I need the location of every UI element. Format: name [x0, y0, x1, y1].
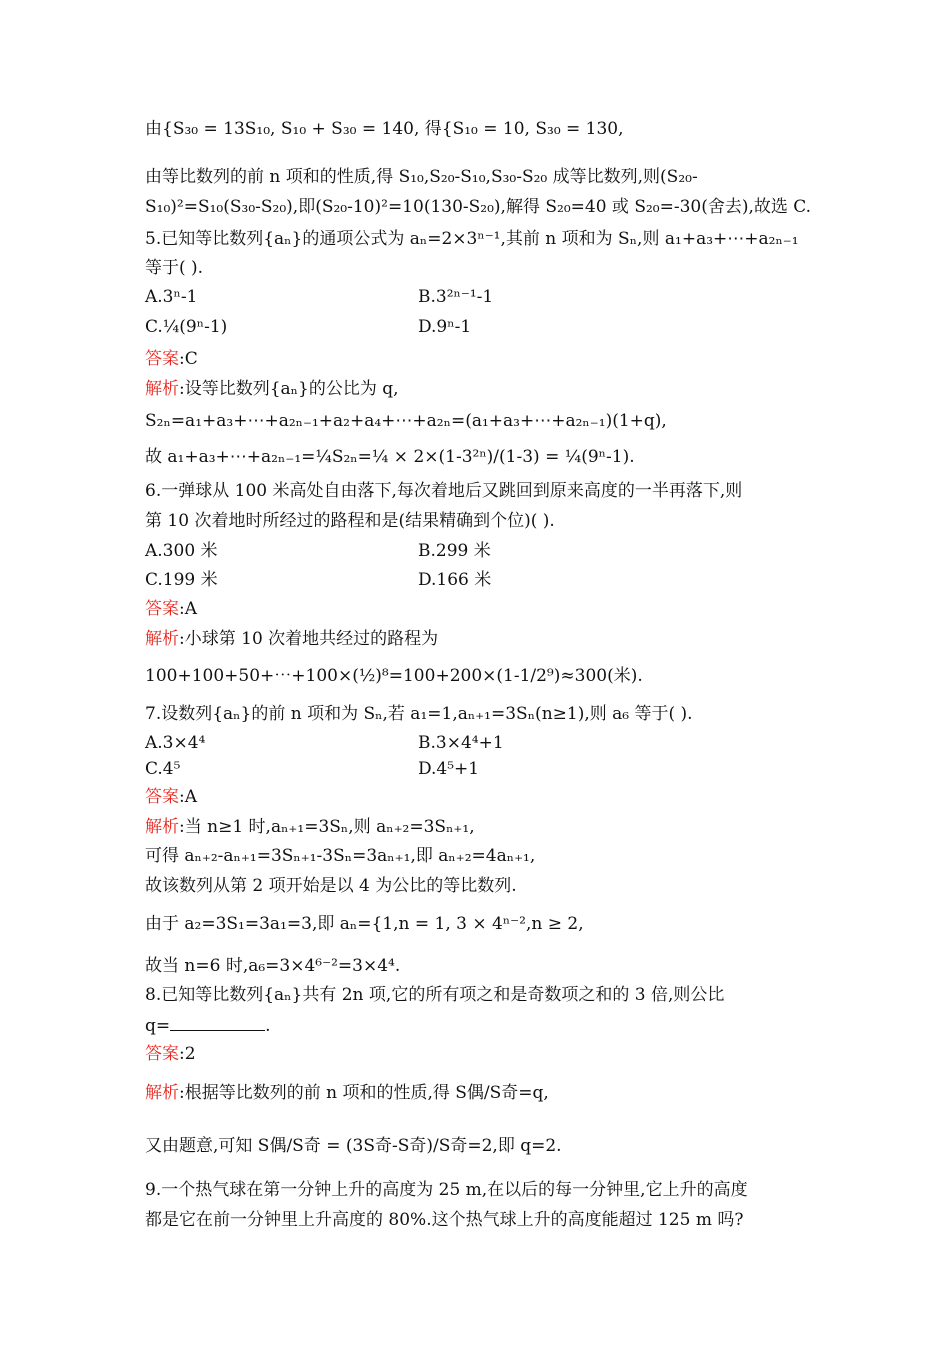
analysis-line: 100+100+50+⋯+100×(½)⁸=100+200×(1-1/2⁹)≈300(米). — [145, 666, 643, 686]
analysis-text: :当 n≥1 时,aₙ₊₁=3Sₙ,则 aₙ₊₂=3Sₙ₊₁, — [179, 817, 475, 837]
answer-line — [145, 786, 197, 808]
analysis-label: 解析 — [145, 1083, 179, 1103]
question-5-text: 5.已知等比数列{aₙ}的通项公式为 aₙ=2×3ⁿ⁻¹,其前 n 项和为 Sₙ,则 a₁+a₃+⋯+a₂ₙ₋₁ — [145, 229, 799, 249]
analysis-line — [145, 816, 475, 838]
option-a: A.3×4⁴ — [145, 733, 206, 753]
option-row — [145, 569, 492, 591]
answer-line — [145, 598, 197, 620]
q-label: q= — [145, 1016, 171, 1036]
answer-line — [145, 1043, 196, 1065]
option-c: C.¼(9ⁿ-1) — [145, 317, 228, 337]
analysis-line: 故 a₁+a₃+⋯+a₂ₙ₋₁=¼S₂ₙ=¼ × 2×(1-3²ⁿ)/(1-3) = ¼(9ⁿ-1). — [145, 447, 635, 467]
analysis-text: :设等比数列{aₙ}的公比为 q, — [179, 379, 399, 399]
question-6-text: 第 10 次着地时所经过的路程和是(结果精确到个位)( ). — [145, 511, 555, 531]
option-b: B.299 米 — [418, 541, 491, 561]
option-b: B.3²ⁿ⁻¹-1 — [418, 287, 494, 307]
analysis-line: 故该数列从第 2 项开始是以 4 为公比的等比数列. — [145, 876, 517, 896]
option-row — [145, 316, 472, 338]
analysis-text: :小球第 10 次着地共经过的路程为 — [179, 629, 439, 649]
question-9-text: 都是它在前一分钟里上升高度的 80%.这个热气球上升的高度能超过 125 m 吗? — [145, 1210, 744, 1230]
answer-label: 答案 — [145, 787, 179, 807]
option-a: A.3ⁿ-1 — [145, 287, 198, 307]
option-row — [145, 286, 494, 308]
solution-line: 由{S₃₀ = 13S₁₀, S₁₀ + S₃₀ = 140, 得{S₁₀ = 10, S₃₀ = 130, — [145, 119, 624, 139]
question-7-text: 7.设数列{aₙ}的前 n 项和为 Sₙ,若 a₁=1,aₙ₊₁=3Sₙ(n≥1),则 a₆ 等于( ). — [145, 704, 693, 724]
end-period: . — [265, 1016, 271, 1036]
option-c: C.199 米 — [145, 570, 218, 590]
answer-value: :A — [179, 599, 198, 619]
option-a: A.300 米 — [145, 541, 218, 561]
analysis-line — [145, 1082, 549, 1104]
analysis-label: 解析 — [145, 379, 179, 399]
answer-line — [145, 348, 198, 370]
analysis-line: 由于 a₂=3S₁=3a₁=3,即 aₙ={1,n = 1, 3 × 4ⁿ⁻²,n ≥ 2, — [145, 914, 584, 934]
option-row — [145, 758, 480, 780]
solution-line: 由等比数列的前 n 项和的性质,得 S₁₀,S₂₀-S₁₀,S₃₀-S₂₀ 成等比数列,则(S₂₀- — [145, 167, 698, 187]
solution-line: S₁₀)²=S₁₀(S₃₀-S₂₀),即(S₂₀-10)²=10(130-S₂₀),解得 S₂₀=40 或 S₂₀=-30(舍去),故选 C. — [145, 197, 812, 217]
analysis-line — [145, 378, 399, 400]
analysis-line: S₂ₙ=a₁+a₃+⋯+a₂ₙ₋₁+a₂+a₄+⋯+a₂ₙ=(a₁+a₃+⋯+a₂ₙ₋₁)(1+q), — [145, 411, 667, 431]
analysis-line: 可得 aₙ₊₂-aₙ₊₁=3Sₙ₊₁-3Sₙ=3aₙ₊₁,即 aₙ₊₂=4aₙ₊₁, — [145, 846, 536, 866]
analysis-label: 解析 — [145, 629, 179, 649]
answer-label: 答案 — [145, 599, 179, 619]
answer-value: :C — [179, 349, 198, 369]
answer-value: :A — [179, 787, 198, 807]
analysis-line — [145, 628, 438, 650]
question-8-text — [145, 1014, 271, 1037]
analysis-label: 解析 — [145, 817, 179, 837]
option-d: D.4⁵+1 — [418, 759, 480, 779]
answer-blank — [170, 1014, 265, 1031]
option-row — [145, 732, 504, 754]
answer-label: 答案 — [145, 349, 179, 369]
analysis-text: :根据等比数列的前 n 项和的性质,得 S偶/S奇=q, — [179, 1083, 549, 1103]
analysis-line: 又由题意,可知 S偶/S奇 = (3S奇-S奇)/S奇=2,即 q=2. — [145, 1136, 562, 1156]
analysis-line: 故当 n=6 时,a₆=3×4⁶⁻²=3×4⁴. — [145, 956, 401, 976]
option-c: C.4⁵ — [145, 759, 181, 779]
question-8-text: 8.已知等比数列{aₙ}共有 2n 项,它的所有项之和是奇数项之和的 3 倍,则公比 — [145, 985, 725, 1005]
question-5-text: 等于( ). — [145, 258, 204, 278]
question-6-text: 6.一弹球从 100 米高处自由落下,每次着地后又跳回到原来高度的一半再落下,则 — [145, 481, 743, 501]
answer-label: 答案 — [145, 1044, 179, 1064]
option-d: D.166 米 — [418, 570, 492, 590]
question-9-text: 9.一个热气球在第一分钟上升的高度为 25 m,在以后的每一分钟里,它上升的高度 — [145, 1180, 748, 1200]
option-d: D.9ⁿ-1 — [418, 317, 472, 337]
option-b: B.3×4⁴+1 — [418, 733, 504, 753]
answer-value: :2 — [179, 1044, 196, 1064]
option-row — [145, 540, 491, 562]
